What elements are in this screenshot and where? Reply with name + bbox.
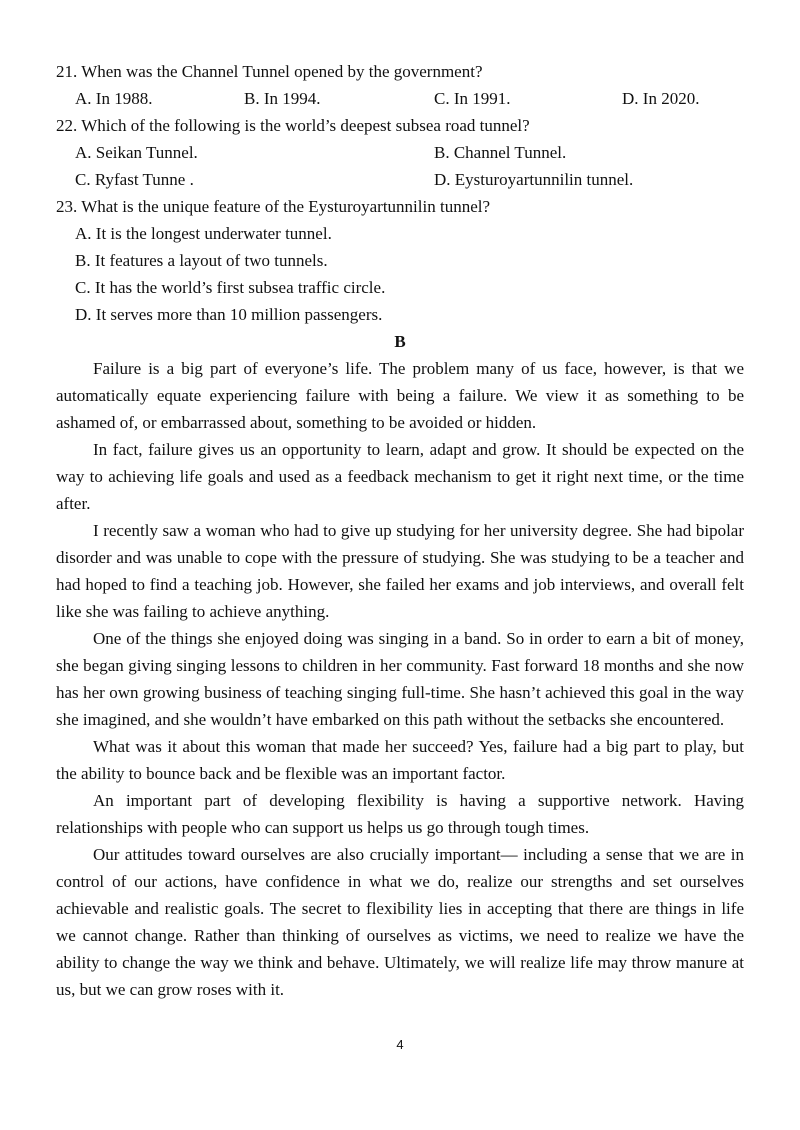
q23-option-c: C. It has the world’s first subsea traffic circle. bbox=[75, 278, 386, 297]
q21-option-b: B. In 1994. bbox=[244, 89, 321, 108]
passage-paragraph: I recently saw a woman who had to give up studying for her university degree. She had bipolar disorder and was unable to cope with the pressure of studying. She was studying to be a teacher and had hoped to find a teaching job. However, she failed her exams and job interviews, and overall felt like she was failing to achieve anything. bbox=[56, 521, 744, 621]
passage-paragraph: In fact, failure gives us an opportunity to learn, adapt and grow. It should be expected on the way to achieving life goals and used as a feedback mechanism to get it right next time, or the time after. bbox=[56, 440, 744, 513]
q21-option-a: A. In 1988. bbox=[75, 89, 153, 108]
passage-paragraph: An important part of developing flexibility is having a supportive network. Having relationships with people who can support us helps us go through tough times. bbox=[56, 791, 744, 837]
question-23-stem: 23. What is the unique feature of the Eysturoyartunnilin tunnel? bbox=[56, 197, 491, 216]
q23-option-d: D. It serves more than 10 million passengers. bbox=[75, 305, 383, 324]
passage-paragraph: What was it about this woman that made her succeed? Yes, failure had a big part to play, but the ability to bounce back and be flexible was an important factor. bbox=[56, 737, 744, 783]
question-22-options-row2 bbox=[56, 166, 744, 193]
passage-paragraph: Our attitudes toward ourselves are also crucially important— including a sense that we are in control of our actions, have confidence in what we do, realize our strengths and set ourselves achievable and realistic goals. The secret to flexibility lies in accepting that there are things in life we cannot change. Rather than thinking of ourselves as victims, we need to realize we have the ability to change the way we think and behave. Ultimately, we will realize life may throw manure at us, but we can grow roses with it. bbox=[56, 845, 744, 999]
passage-paragraph: One of the things she enjoyed doing was singing in a band. So in order to earn a bit of money, she began giving singing lessons to children in her community. Fast forward 18 months and she now has her own growing business of teaching singing full-time. She hasn’t achieved this goal in the way she imagined, and she wouldn’t have embarked on this path without the setbacks she encountered. bbox=[56, 629, 744, 729]
q22-option-c: C. Ryfast Tunne . bbox=[75, 170, 194, 189]
question-21-stem: 21. When was the Channel Tunnel opened by the government? bbox=[56, 62, 483, 81]
q22-option-b: B. Channel Tunnel. bbox=[434, 143, 567, 162]
q22-option-a: A. Seikan Tunnel. bbox=[75, 143, 198, 162]
question-21-options bbox=[56, 85, 744, 112]
q23-option-a: A. It is the longest underwater tunnel. bbox=[75, 224, 332, 243]
q23-option-b: B. It features a layout of two tunnels. bbox=[75, 251, 328, 270]
document-page bbox=[56, 58, 744, 1003]
section-b-title: B bbox=[394, 332, 406, 351]
q21-option-c: C. In 1991. bbox=[434, 89, 511, 108]
passage-paragraph: Failure is a big part of everyone’s life. The problem many of us face, however, is that we automatically equate experiencing failure with being a failure. We view it as something to be ashamed of, or embarrassed about, something to be avoided or hidden. bbox=[56, 359, 744, 432]
q21-option-d: D. In 2020. bbox=[622, 89, 700, 108]
page-number: 4 bbox=[396, 1037, 404, 1052]
question-22-stem: 22. Which of the following is the world’s deepest subsea road tunnel? bbox=[56, 116, 530, 135]
question-22-options-row1 bbox=[56, 139, 744, 166]
q22-option-d: D. Eysturoyartunnilin tunnel. bbox=[434, 170, 634, 189]
